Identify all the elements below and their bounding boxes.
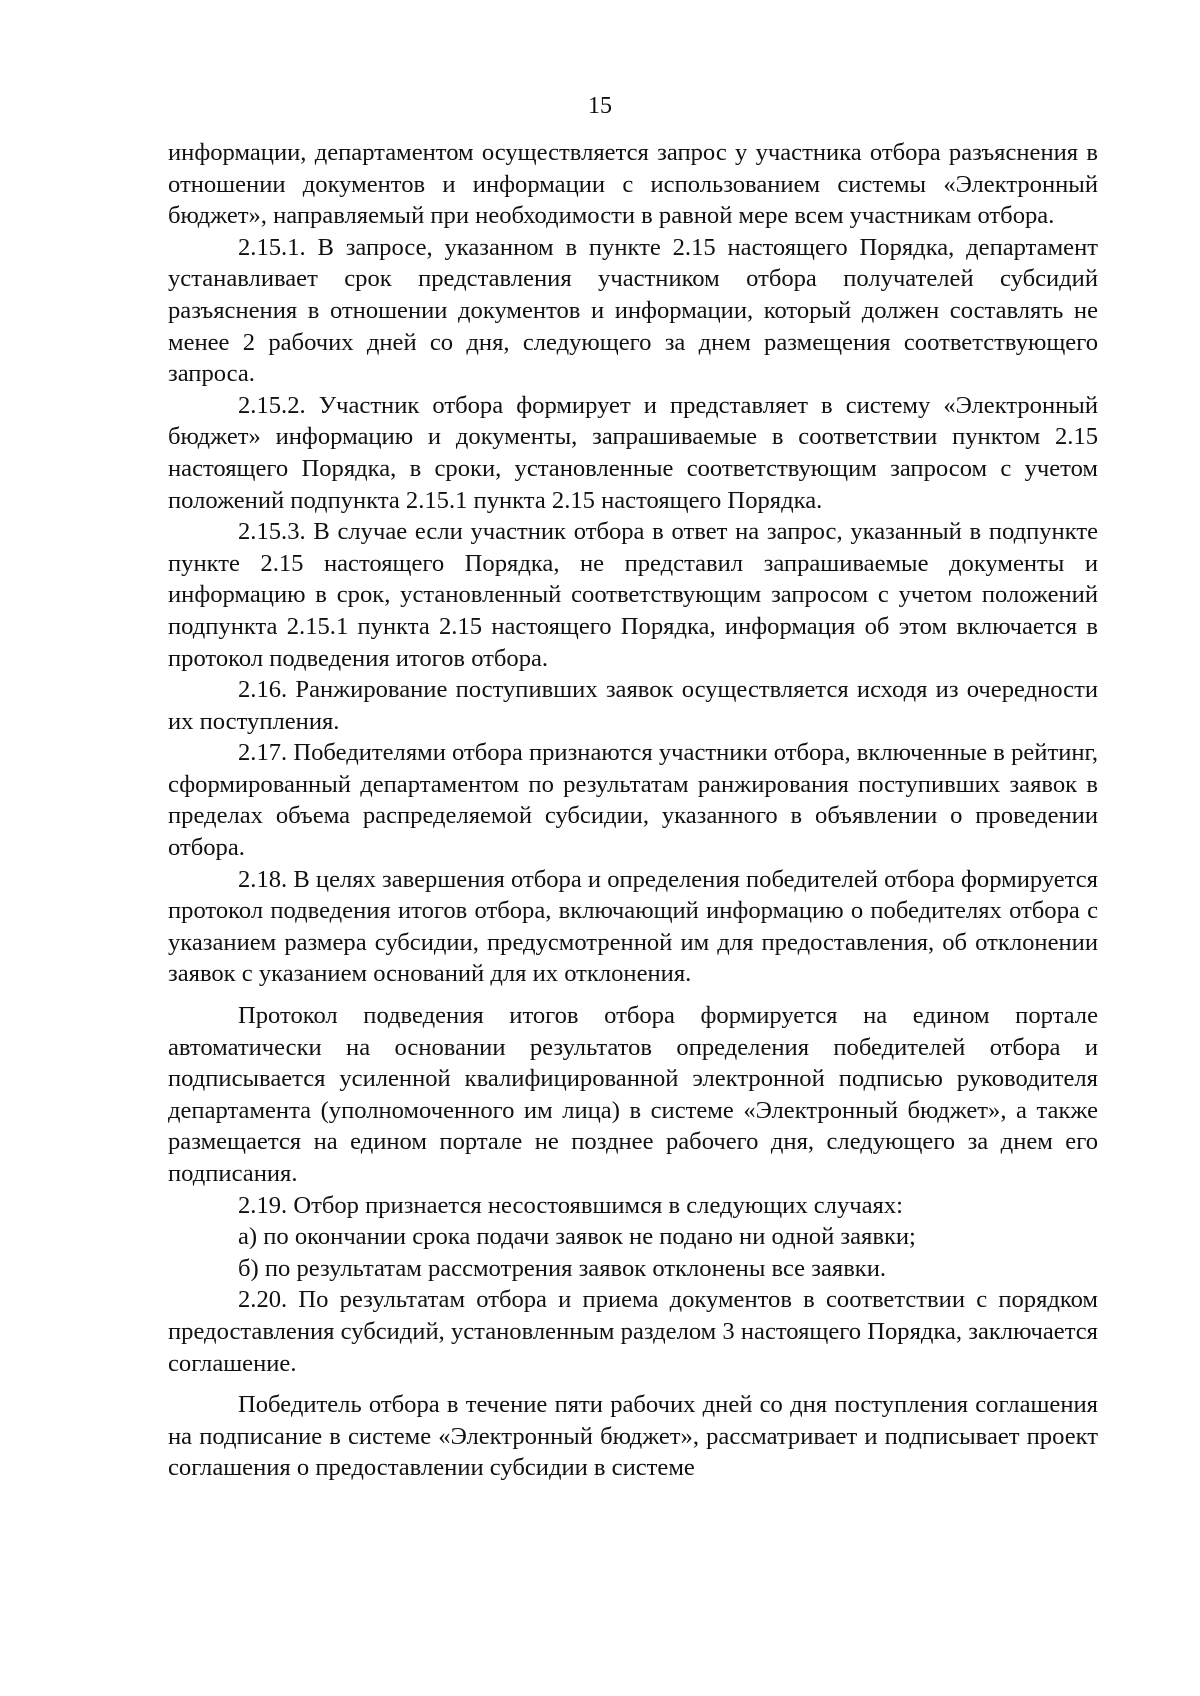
paragraph-protocol: Протокол подведения итогов отбора формируется на едином портале автоматически на основании результатов определения победителей отбора и подписывается усиленной квалифицированной электронной подписью руководителя департамента (уполномоченного им лица) в системе «Электронный бюджет», а также размещается на едином портале не позднее рабочего дня, следующего за днем его подписания.	[168, 1002, 1098, 1187]
paragraph-2-15-1: 2.15.1. В запросе, указанном в пункте 2.15 настоящего Порядка, департамент устанавливает срок представления участником отбора получателей субсидий разъяснения в отношении документов и информации, который должен составлять не менее 2 рабочих дней со дня, следующего за днем размещения соответствующего запроса.	[168, 233, 1098, 388]
page-number: 15	[588, 93, 612, 119]
paragraph-2-15-3: 2.15.3. В случае если участник отбора в ответ на запрос, указанный в подпункте пункте 2.15 настоящего Порядка, не представил запрашиваемые документы и информацию в срок, установленный соответствующим запросом с учетом положений подпункта 2.15.1 пункта 2.15 настоящего Порядка, информация об этом включается в протокол подведения итогов отбора.	[168, 518, 1098, 672]
paragraph-2-20: 2.20. По результатам отбора и приема документов в соответствии с порядком предоставления субсидий, установленным разделом 3 настоящего Порядка, заключается соглашение.	[168, 1286, 1098, 1377]
list-item-a: а) по окончании срока подачи заявок не подано ни одной заявки;	[238, 1223, 916, 1251]
list-item-b: б) по результатам рассмотрения заявок отклонены все заявки.	[238, 1254, 887, 1282]
paragraph-2-19: 2.19. Отбор признается несостоявшимся в следующих случаях:	[238, 1191, 903, 1219]
paragraph-2-17: 2.17. Победителями отбора признаются участники отбора, включенные в рейтинг, сформированный департаментом по результатам ранжирования поступивших заявок в пределах объема распределяемой субсидии, указанного в объявлении о проведении отбора.	[168, 739, 1098, 862]
paragraph-2-15-2: 2.15.2. Участник отбора формирует и представляет в систему «Электронный бюджет» информацию и документы, запрашиваемые в соответствии пунктом 2.15 настоящего Порядка, в сроки, установленные соответствующим запросом с учетом положений подпункта 2.15.1 пункта 2.15 настоящего Порядка.	[168, 391, 1098, 514]
paragraph-2-16: 2.16. Ранжирование поступивших заявок осуществляется исходя из очередности их поступления.	[168, 676, 1098, 735]
paragraph-continuation: информации, департаментом осуществляется запрос у участника отбора разъяснения в отношении документов и информации с использованием системы «Электронный бюджет», направляемый при необходимости в равной мере всем участникам отбора.	[168, 139, 1098, 230]
document-body	[168, 137, 1098, 1484]
paragraph-2-18: 2.18. В целях завершения отбора и определения победителей отбора формируется протокол подведения итогов отбора, включающий информацию о победителях отбора с указанием размера субсидии, предусмотренной им для предоставления, об отклонении заявок с указанием оснований для их отклонения.	[168, 865, 1098, 988]
paragraph-winner: Победитель отбора в течение пяти рабочих дней со дня поступления соглашения на подписание в системе «Электронный бюджет», рассматривает и подписывает проект соглашения о предоставлении субсидии в системе	[168, 1391, 1098, 1482]
